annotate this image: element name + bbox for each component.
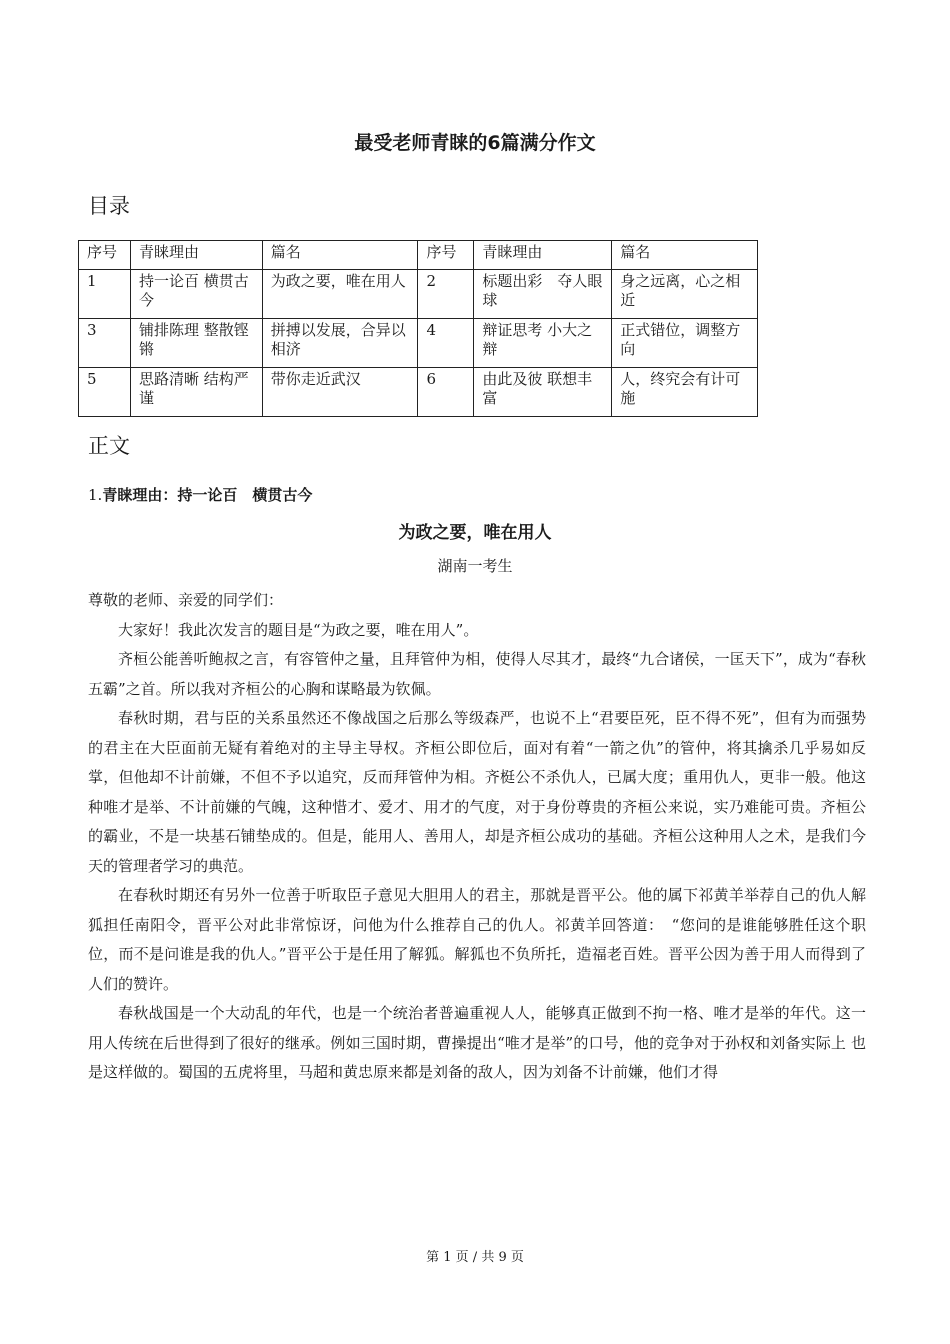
- toc-header-cell: 序号: [418, 241, 474, 270]
- paragraph: 在春秋时期还有另外一位善于听取臣子意见大胆用人的君主，那就是晋平公。他的属下祁黄羊举荐自己的仇人解狐担任南阳令，晋平公对此非常惊讶，问他为什么推荐自己的仇人。祁黄羊回答道： “您问的是谁能够胜任这个职位，而不是问谁是我的仇人。”晋平公于是任用了解狐。解狐也不负所托，造福老百姓。晋平公因为善于用人而得到了人们的赞许。: [88, 886, 866, 993]
- paragraph: 春秋时期，君与臣的关系虽然还不像战国之后那么等级森严，也说不上“君要臣死，臣不得不死”，但有为而强势的君主在大臣面前无疑有着绝对的主导主导权。齐桓公即位后，面对有着“一箭之仇”的管仲，将其擒杀几乎易如反掌，但他却不计前嫌，不但不予以追究，反而拜管仲为相。齐梃公不杀仇人，已属大度；重用仇人，更非一般。他这种唯才是举、不计前嫌的气魄，这种惜才、爱才、用才的气度，对于身份尊贵的齐桓公来说，实乃难能可贵。齐桓公的霸业，不是一块基石铺垫成的。但是，能用人、善用人，却是齐桓公成功的基础。齐桓公这种用人之术，是我们今天的管理者学习的典范。: [88, 709, 866, 875]
- toc-cell: 持一论百 横贯古今: [130, 270, 262, 319]
- toc-cell: 身之远离，心之相近: [612, 270, 758, 319]
- toc-header-cell: 青睐理由: [130, 241, 262, 270]
- toc-header-cell: 青睐理由: [474, 241, 612, 270]
- salutation: 尊敬的老师、亲爱的同学们：: [88, 591, 284, 609]
- section-number: 1.: [88, 486, 103, 504]
- paragraph: 春秋战国是一个大动乱的年代，也是一个统治者普遍重视人人，能够真正做到不拘一格、唯才是举的年代。这一用人传统在后世得到了很好的继承。例如三国时期，曹操提出“唯才是举”的口号，他的竞争对于孙权和刘备实际上 也是这样做的。蜀国的五虎将里，马超和黄忠原来都是刘备的敌人，因为刘备不计前嫌，他们才得: [88, 1004, 866, 1081]
- body-heading: 正文: [88, 434, 130, 458]
- toc-cell: 标题出彩 夺人眼球: [474, 270, 612, 319]
- toc-header-cell: 序号: [79, 241, 131, 270]
- toc-cell: 由此及彼 联想丰富: [474, 368, 612, 417]
- toc-cell: 为政之要，唯在用人: [262, 270, 418, 319]
- toc-cell: 正式错位，调整方向: [612, 319, 758, 368]
- toc-table: [78, 240, 758, 417]
- paragraph: 大家好！我此次发言的题目是“为政之要，唯在用人”。: [118, 620, 479, 639]
- toc-row: [79, 319, 758, 368]
- toc-header-cell: 篇名: [262, 241, 418, 270]
- section-label: 青睐理由：持一论百 横贯古今: [102, 486, 313, 504]
- toc-cell: 辩证思考 小大之辩: [474, 319, 612, 368]
- document-title: 最受老师青睐的6篇满分作文: [354, 132, 596, 154]
- section-heading: [88, 484, 312, 505]
- toc-header-cell: 篇名: [612, 241, 758, 270]
- toc-cell: 1: [79, 270, 131, 319]
- toc-cell: 思路清晰 结构严谨: [130, 368, 262, 417]
- toc-cell: 带你走近武汉: [262, 368, 418, 417]
- toc-heading: 目录: [88, 194, 130, 218]
- toc-cell: 铺排陈理 整散铿锵: [130, 319, 262, 368]
- toc-cell: 拼搏以发展，合异以相济: [262, 319, 418, 368]
- essay-body: [88, 586, 866, 1088]
- essay-author: 湖南一考生: [437, 557, 513, 575]
- paragraph: 齐桓公能善听鲍叔之言，有容管仲之量，且拜管仲为相，使得人尽其才，最终“九合诸侯，一匡天下”，成为“春秋五霸”之首。所以我对齐桓公的心胸和谋略最为钦佩。: [88, 650, 866, 698]
- toc-header-row: [79, 241, 758, 270]
- toc-row: [79, 368, 758, 417]
- toc-cell: 2: [418, 270, 474, 319]
- toc-cell: 4: [418, 319, 474, 368]
- toc-cell: 5: [79, 368, 131, 417]
- toc-cell: 6: [418, 368, 474, 417]
- page-footer: 第 1 页 / 共 9 页: [426, 1250, 524, 1265]
- toc-cell: 3: [79, 319, 131, 368]
- toc-row: [79, 270, 758, 319]
- toc-cell: 人，终究会有计可施: [612, 368, 758, 417]
- essay-title: 为政之要，唯在用人: [398, 523, 552, 543]
